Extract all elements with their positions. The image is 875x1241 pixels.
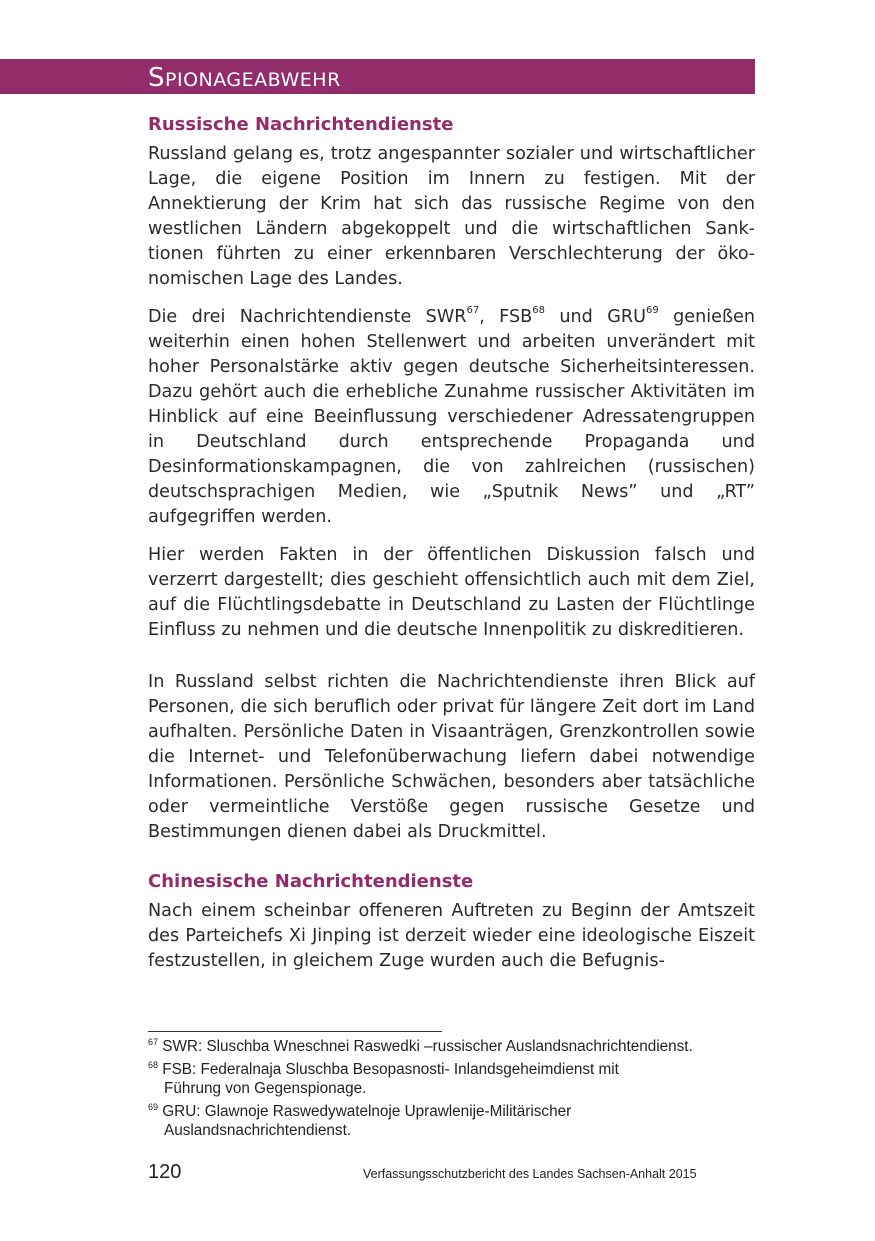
footnote-text: FSB: Federalnaja Sluschba Besopasnosti- Inlandsgeheimdienst mit [158,1061,619,1078]
paragraph-russia-3: Hier werden Fakten in der öffentlichen Diskussion falsch und verzerrt dargestellt; dies geschieht offensichtlich auch mit dem Ziel, auf die Flüchtlingsdebatte in Deutschland zu Lasten der Flüchtlinge Einfluss zu nehmen und die deutsche Innenpolitik zu diskreditieren. [148,545,755,640]
footnote-ref-68: 68 [532,305,545,317]
footnote-ref-67: 67 [466,305,480,317]
paragraph-russia-4: In Russland selbst richten die Nachrichtendienste ihren Blick auf Personen, die sich beruflich oder privat für längere Zeit dort im Land aufhalten. Persönliche Daten in Visaanträgen, Grenzkontrollen sowie die Internet- und Telefonüberwachung liefern dabei notwendige Informationen. Persönliche Schwächen, besonders aber tatsächliche oder vermeintliche Verstöße gegen russische Gesetze und Bestimmungen dienen dabei als Druckmittel. [148,672,755,842]
footnote-number: 67 [148,1036,159,1047]
paragraph-russia-2-d: genießen weiterhin einen hohen Stellenwert und arbeiten unverändert mit hoher Personalstärke aktiv gegen deutsche Sicherheitsinteressen. Dazu gehört auch die erhebliche Zunahme russischer Aktivitäten im Hinblick auf eine Beeinflussung verschiedener Adressatengruppen in Deutschland durch entsprechende Propaganda und Desinformationskampagnen, die von zahlreichen (russischen) deutschsprachigen Medien, wie „Sputnik News” und „RT” aufgegriffen werden. [148,307,756,527]
footnote-ref-69: 69 [645,305,659,317]
heading-china: Chinesische Nachrichtendienste [148,871,474,892]
footnote-continuation: Auslandsnachrichtendienst. [164,1122,352,1139]
section-title-initial: S [148,63,166,93]
paragraph-china-1: Nach einem scheinbar offeneren Auftreten zu Beginn der Amtszeit des Parteichefs Xi Jinping ist derzeit wieder eine ideologische Eiszeit festzustellen, in gleichem Zuge wurden auch die Befugnis- [148,901,755,971]
main-content [148,113,755,974]
footnote-text: GRU: Glawnoje Raswedywatelnoje Uprawlenije-Militärischer [158,1103,572,1120]
heading-russia: Russische Nachrichtendienste [148,114,454,135]
footnote-69 [148,1102,755,1140]
paragraph-russia-2-c: und GRU [544,307,646,327]
footnote-number: 69 [148,1101,159,1112]
paragraph-russia-2-b: , FSB [479,307,533,327]
footnote-divider [148,1031,442,1032]
section-title-rest: PIONAGEABWEHR [165,69,341,91]
paragraph-russia-2 [148,305,755,530]
section-header-bar [0,59,755,94]
footnote-67 [148,1037,755,1056]
footnote-continuation: Führung von Gegenspionage. [164,1080,367,1097]
running-footer-title: Verfassungsschutzbericht des Landes Sachsen-Anhalt 2015 [363,1167,697,1181]
footnotes [148,1037,755,1144]
paragraph-russia-1: Russland gelang es, trotz angespannter sozialer und wirtschaftlicher Lage, die eigene Position im Innern zu festigen. Mit der Annektierung der Krim hat sich das russische Regime von den westlichen Ländern abgekoppelt und die wirtschaftlichen Sanktionen führten zu einer erkennbaren Verschlechterung der ökonomischen Lage des Landes. [148,144,755,289]
section-title [148,59,341,94]
paragraph-russia-2-a: Die drei Nachrichtendienste SWR [148,307,467,327]
footnote-text: SWR: Sluschba Wneschnei Raswedki –russischer Auslandsnachrichtendienst. [158,1038,693,1055]
footnote-number: 68 [148,1059,159,1070]
footnote-68 [148,1060,755,1098]
page-number: 120 [148,1161,182,1183]
